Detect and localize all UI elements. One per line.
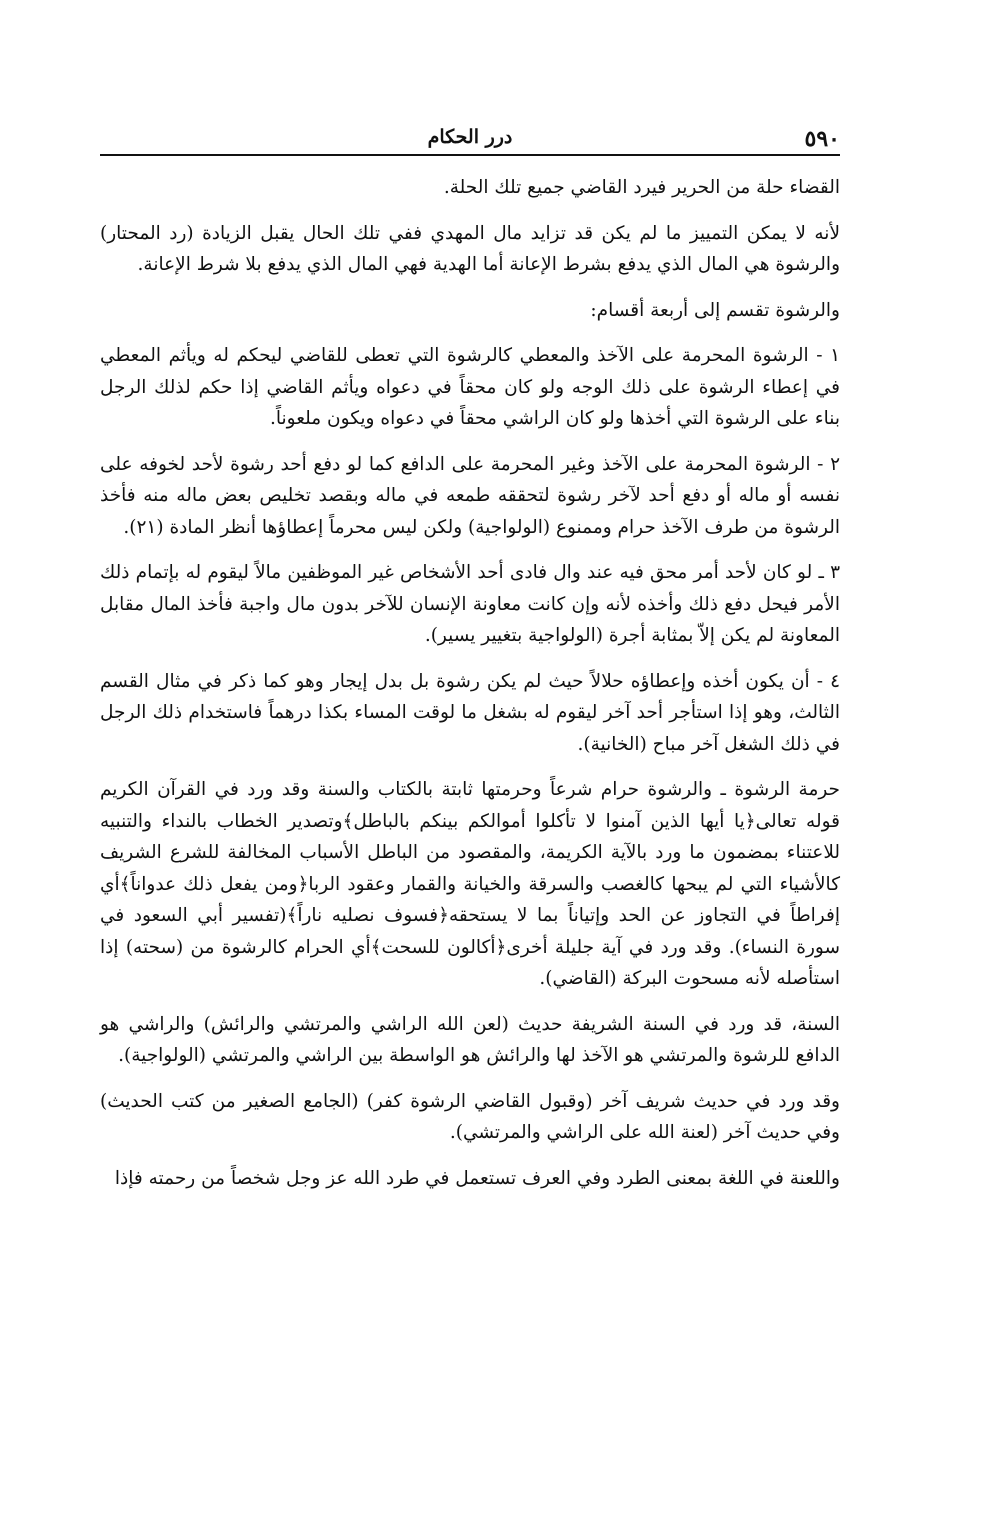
page [100,118,840,1208]
paragraph: السنة، قد ورد في السنة الشريفة حديث (لعن الله الراشي والمرتشي والرائش) والراشي هو الدافع للرشوة والمرتشي هو الآخذ لها والرائش هو الواسطة بين الراشي والمرتشي (الولواجية). [100,1013,840,1066]
paragraph: ٤ - أن يكون أخذه وإعطاؤه حلالاً حيث لم يكن رشوة بل بدل إيجار وهو كما ذكر في مثال القسم الثالث، وهو إذا استأجر أحد آخر ليقوم له بشغل ما لوقت المساء بكذا درهماً فاستخدام ذلك الرجل في ذلك الشغل آخر مباح (الخانية). [100,670,840,755]
paragraph: القضاء حلة من الحرير فيرد القاضي جميع تلك الحلة. [443,177,840,198]
paragraph: وقد ورد في حديث شريف آخر (وقبول القاضي الرشوة كفر) (الجامع الصغير من كتب الحديث) وفي حديث آخر (لعنة الله على الراشي والمرتشي). [100,1090,840,1143]
running-title: درر الحكام [427,126,513,148]
paragraph: حرمة الرشوة ـ والرشوة حرام شرعاً وحرمتها ثابتة بالكتاب والسنة وقد ورد في القرآن الكريم قوله تعالى﴿يا أيها الذين آمنوا لا تأكلوا أموالكم بينكم بالباطل﴾وتصدير الخطاب بالنداء والتنبيه للاعتناء بمضمون ما ورد بالآية الكريمة، والمقصود من الباطل الأسباب المخالفة للشرع الشريف كالأشياء التي لم يبحها كالغصب والسرقة والخيانة والقمار وعقود الربا﴿ومن يفعل ذلك عدواناً﴾أي إفراطاً في التجاوز عن الحد وإتياناً بما لا يستحقه﴿فسوف نصليه ناراً﴾(تفسير أبي السعود في سورة النساء). وقد ورد في آية جليلة أخرى﴿أكالون للسحت﴾أي الحرام كالرشوة من (سحته) إذا استأصله لأنه مسحوت البركة (القاضي). [100,779,840,989]
paragraph: ٢ - الرشوة المحرمة على الآخذ وغير المحرمة على الدافع كما لو دفع أحد رشوة لأحد لخوفه على نفسه أو ماله أو دفع أحد لآخر رشوة لتحققه طمعه في ماله وبقصد تخليص بعض ماله منه فأخذ الرشوة من طرف الآخذ حرام وممنوع (الولواجية) ولكن ليس محرماً إعطاؤها أنظر المادة (٢١). [100,453,840,538]
paragraph: ٣ ـ لو كان لأحد أمر محق فيه عند وال فادى أحد الأشخاص غير الموظفين مالاً ليقوم له بإتمام ذلك الأمر فيحل دفع ذلك وأخذه لأنه وإن كانت معاونة الإنسان للآخر بدون مال واجبة فأخذ المال مقابل المعاونة لم يكن إلاّ بمثابة أجرة (الولواجية بتغيير يسير). [100,562,840,646]
paragraph: ١ - الرشوة المحرمة على الآخذ والمعطي كالرشوة التي تعطى للقاضي ليحكم له ويأثم المعطي في إعطاء الرشوة على ذلك الوجه ولو كان محقاً في دعواه ويأثم القاضي إذا حكم لذلك الرجل بناء على الرشوة التي أخذها ولو كان الراشي محقاً في دعواه ويكون ملعوناً. [100,345,840,429]
paragraph: والرشوة تقسم إلى أربعة أقسام: [590,299,840,321]
page-number: ٥٩٠ [804,126,840,152]
paragraph: واللعنة في اللغة بمعنى الطرد وفي العرف تستعمل في طرد الله عز وجل شخصاً من رحمته فإذا [114,1167,840,1189]
page-body [100,172,840,1194]
paragraph: لأنه لا يمكن التمييز ما لم يكن قد تزايد مال المهدي ففي تلك الحال يقبل الزيادة (رد المحتار) والرشوة هي المال الذي يدفع بشرط الإعانة أما الهدية فهي المال الذي يدفع بلا شرط الإعانة. [100,222,840,275]
page-header [100,118,840,156]
